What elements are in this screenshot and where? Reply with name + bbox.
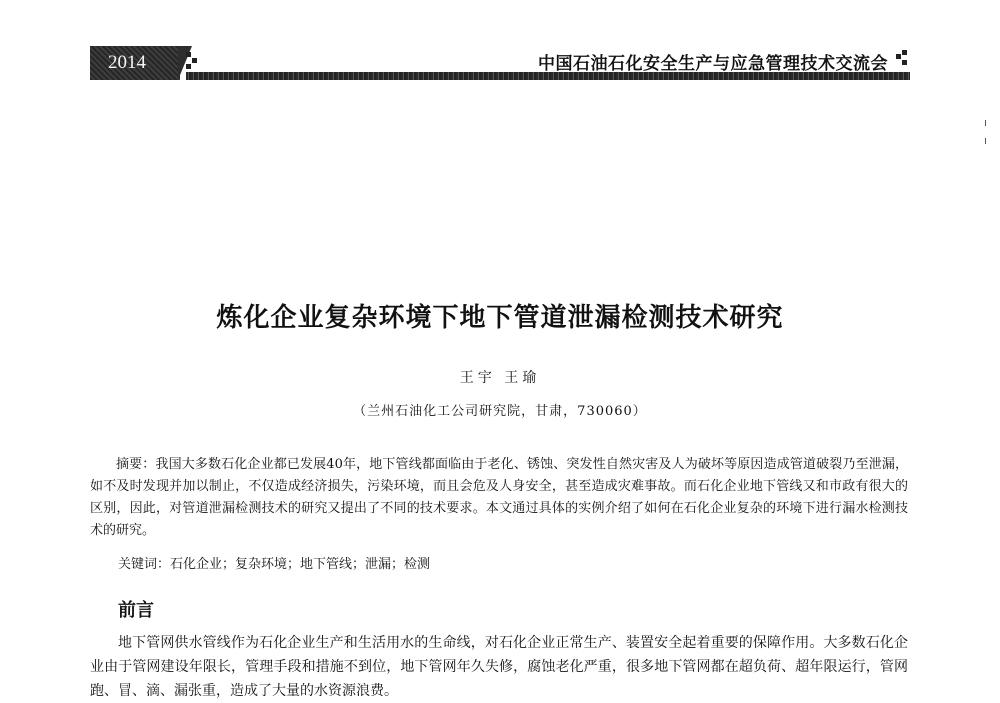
header-ornament-end-icon bbox=[896, 50, 910, 70]
paper-title: 炼化企业复杂环境下地下管道泄漏检测技术研究 bbox=[216, 303, 784, 333]
header-year: 2014 bbox=[90, 46, 180, 80]
margin-mark bbox=[985, 138, 986, 144]
affiliation: （兰州石油化工公司研究院，甘肃，730060） bbox=[353, 404, 647, 419]
conference-title: 中国石油石化安全生产与应急管理技术交流会 bbox=[538, 54, 888, 74]
abstract: 摘要：我国大多数石化企业都已发展40年，地下管线都面临由于老化、锈蚀、突发性自然灾害及人为破坏等原因造成管道破裂乃至泄漏，如不及时发现并加以制止，不仅造成经济损失，污染环境，而且会危及人身安全，甚至造成灾难事故。而石化企业地下管线又和市政有很大的区别，因此，对管道泄漏检测技术的研究又提出了不同的技术要求。本文通过具体的实例介绍了如何在石化企业复杂的环境下进行漏水检测技术的研究。 bbox=[90, 457, 908, 538]
running-header bbox=[90, 46, 910, 80]
keywords: 关键词：石化企业；复杂环境；地下管线；泄漏；检测 bbox=[118, 557, 431, 572]
margin-mark bbox=[985, 120, 986, 126]
header-ornament-icon bbox=[186, 50, 200, 70]
section-heading: 前言 bbox=[118, 600, 154, 621]
body-paragraph: 地下管网供水管线作为石化企业生产和生活用水的生命线，对石化企业正常生产、装置安全起着重要的保障作用。大多数石化企业由于管网建设年限长，管理手段和措施不到位，地下管网年久失修，腐蚀老化严重，很多地下管网都在超负荷、超年限运行，管网跑、冒、滴、漏张重，造成了大量的水资源浪费。 bbox=[90, 635, 908, 699]
authors: 王宇 王瑜 bbox=[459, 370, 541, 386]
